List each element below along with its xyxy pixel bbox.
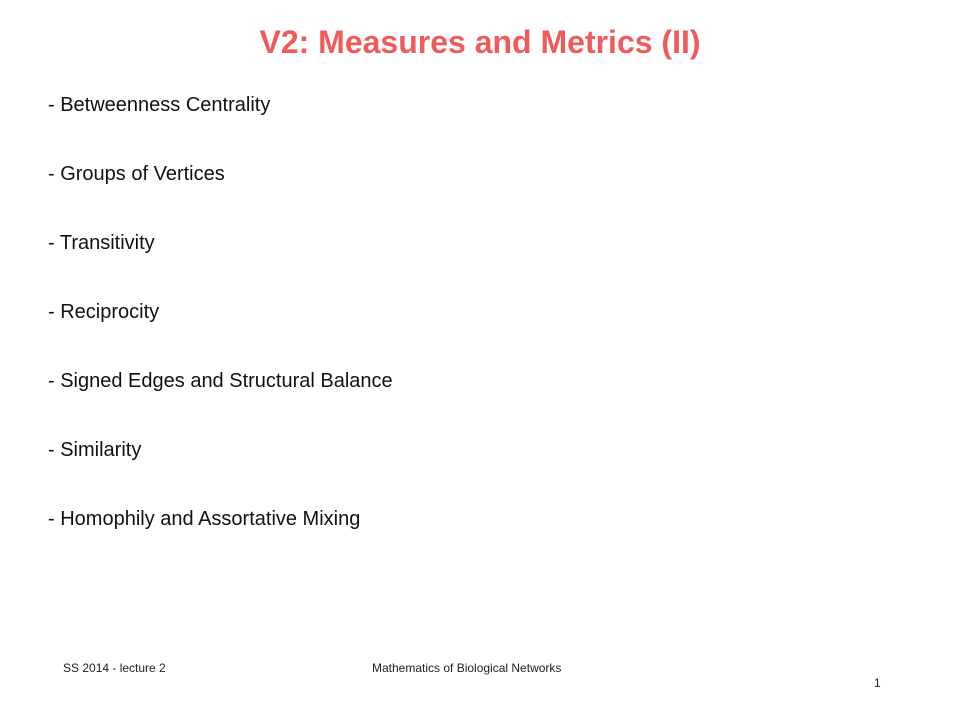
bullet-item-homophily: - Homophily and Assortative Mixing bbox=[48, 508, 361, 530]
footer-course-label: SS 2014 - lecture 2 bbox=[63, 661, 166, 675]
bullet-list bbox=[48, 88, 393, 571]
bullet-item-reciprocity: - Reciprocity bbox=[48, 301, 160, 323]
bullet-item-signed-edges: - Signed Edges and Structural Balance bbox=[48, 370, 393, 392]
footer-course-title: Mathematics of Biological Networks bbox=[372, 661, 562, 675]
bullet-item-similarity: - Similarity bbox=[48, 439, 142, 461]
bullet-item-betweenness-centrality: - Betweenness Centrality bbox=[48, 94, 271, 116]
bullet-item-transitivity: - Transitivity bbox=[48, 232, 155, 254]
slide-title: V2: Measures and Metrics (II) bbox=[259, 24, 701, 60]
bullet-item-groups-of-vertices: - Groups of Vertices bbox=[48, 163, 225, 185]
page-number: 1 bbox=[874, 676, 881, 690]
